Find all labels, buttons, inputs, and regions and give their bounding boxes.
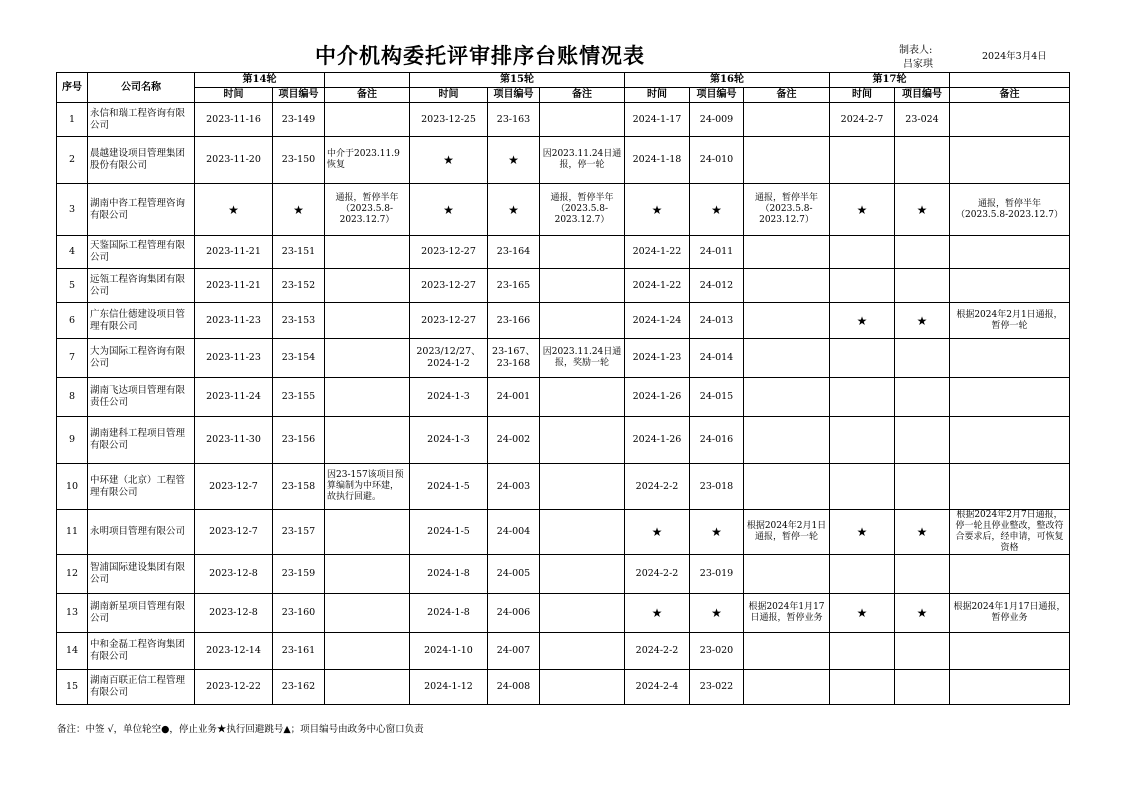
header-code: 项目编号 xyxy=(273,88,325,103)
cell-remark xyxy=(325,378,410,417)
cell-time: 2023-11-21 xyxy=(195,236,273,269)
row-seq: 8 xyxy=(57,378,88,417)
table-row xyxy=(57,303,1070,339)
cell-time xyxy=(830,339,895,378)
cell-remark xyxy=(950,633,1070,670)
cell-remark xyxy=(540,103,625,137)
cell-remark xyxy=(325,594,410,633)
header-time: 时间 xyxy=(410,88,488,103)
row-company: 永明项目管理有限公司 xyxy=(88,510,195,555)
header-round-17-blank xyxy=(950,73,1070,88)
cell-remark xyxy=(540,633,625,670)
cell-remark xyxy=(325,269,410,303)
cell-remark xyxy=(325,510,410,555)
row-company: 湖南中咨工程管理咨询有限公司 xyxy=(88,184,195,236)
cell-code: 23-164 xyxy=(488,236,540,269)
cell-remark xyxy=(325,339,410,378)
table-row xyxy=(57,269,1070,303)
cell-time: 2023-11-16 xyxy=(195,103,273,137)
cell-code xyxy=(895,464,950,510)
cell-remark xyxy=(325,555,410,594)
cell-remark xyxy=(950,378,1070,417)
cell-code: ★ xyxy=(895,594,950,633)
header-code: 项目编号 xyxy=(690,88,744,103)
cell-time: 2023-12-25 xyxy=(410,103,488,137)
cell-time: ★ xyxy=(830,184,895,236)
row-seq: 4 xyxy=(57,236,88,269)
cell-time: 2024-1-8 xyxy=(410,555,488,594)
header-row-rounds xyxy=(57,73,1070,88)
cell-code: 23-159 xyxy=(273,555,325,594)
cell-code: 24-016 xyxy=(690,417,744,464)
cell-remark xyxy=(744,339,830,378)
cell-code: 24-001 xyxy=(488,378,540,417)
row-seq: 3 xyxy=(57,184,88,236)
table-row xyxy=(57,510,1070,555)
cell-time: 2024-2-2 xyxy=(625,555,690,594)
table-row xyxy=(57,339,1070,378)
cell-remark xyxy=(540,594,625,633)
cell-time: 2023-12-27 xyxy=(410,303,488,339)
cell-remark xyxy=(325,236,410,269)
table-row xyxy=(57,137,1070,184)
cell-code: 24-012 xyxy=(690,269,744,303)
cell-time xyxy=(830,464,895,510)
cell-time: 2024-1-5 xyxy=(410,464,488,510)
cell-code: 23-018 xyxy=(690,464,744,510)
table-row xyxy=(57,103,1070,137)
cell-remark xyxy=(540,510,625,555)
cell-time: 2023-11-21 xyxy=(195,269,273,303)
cell-code xyxy=(895,633,950,670)
cell-remark: 中介于2023.11.9恢复 xyxy=(325,137,410,184)
cell-time: 2024-1-26 xyxy=(625,378,690,417)
cell-remark xyxy=(540,303,625,339)
cell-time: 2023-12-27 xyxy=(410,236,488,269)
cell-code: ★ xyxy=(895,510,950,555)
cell-remark xyxy=(744,269,830,303)
cell-code: ★ xyxy=(895,303,950,339)
cell-time xyxy=(830,670,895,705)
cell-remark xyxy=(950,236,1070,269)
cell-code: 23-160 xyxy=(273,594,325,633)
cell-time: ★ xyxy=(410,184,488,236)
cell-time: 2024-1-18 xyxy=(625,137,690,184)
cell-remark xyxy=(950,464,1070,510)
row-company: 中环建（北京）工程管理有限公司 xyxy=(88,464,195,510)
cell-time: 2024-1-8 xyxy=(410,594,488,633)
cell-time: 2024-2-4 xyxy=(625,670,690,705)
cell-remark xyxy=(744,555,830,594)
cell-time: 2023-11-23 xyxy=(195,303,273,339)
cell-time xyxy=(830,137,895,184)
cell-remark xyxy=(744,633,830,670)
row-company: 智浦国际建设集团有限公司 xyxy=(88,555,195,594)
maker-label: 制表人: xyxy=(899,45,933,56)
cell-code: 24-010 xyxy=(690,137,744,184)
cell-remark: 根据2024年1月17日通报，暂停业务 xyxy=(744,594,830,633)
cell-code: 23-024 xyxy=(895,103,950,137)
row-company: 大为国际工程咨询有限公司 xyxy=(88,339,195,378)
cell-time: 2024-1-22 xyxy=(625,236,690,269)
cell-code: 23-152 xyxy=(273,269,325,303)
cell-time: 2023/12/27、2024-1-2 xyxy=(410,339,488,378)
cell-code: 23-154 xyxy=(273,339,325,378)
cell-remark xyxy=(540,555,625,594)
table-row xyxy=(57,378,1070,417)
row-company: 湖南百联正信工程管理有限公司 xyxy=(88,670,195,705)
cell-code: ★ xyxy=(690,594,744,633)
cell-time: 2024-1-10 xyxy=(410,633,488,670)
cell-code: 24-004 xyxy=(488,510,540,555)
cell-time: 2023-11-30 xyxy=(195,417,273,464)
row-seq: 2 xyxy=(57,137,88,184)
cell-time: 2024-1-23 xyxy=(625,339,690,378)
row-seq: 7 xyxy=(57,339,88,378)
header-remark: 备注 xyxy=(950,88,1070,103)
cell-time: ★ xyxy=(830,510,895,555)
cell-remark xyxy=(950,555,1070,594)
cell-code: ★ xyxy=(488,137,540,184)
cell-code: 23-161 xyxy=(273,633,325,670)
cell-time: 2023-12-27 xyxy=(410,269,488,303)
cell-time: ★ xyxy=(625,510,690,555)
cell-time: ★ xyxy=(410,137,488,184)
cell-remark xyxy=(744,417,830,464)
header-remark: 备注 xyxy=(325,88,410,103)
cell-code: 24-014 xyxy=(690,339,744,378)
cell-code: 23-022 xyxy=(690,670,744,705)
table-row xyxy=(57,184,1070,236)
ledger-table xyxy=(56,72,1070,705)
cell-remark: 因2023.11.24日通报，停一轮 xyxy=(540,137,625,184)
cell-code: 24-007 xyxy=(488,633,540,670)
cell-code: 23-020 xyxy=(690,633,744,670)
cell-code: 23-155 xyxy=(273,378,325,417)
row-seq: 6 xyxy=(57,303,88,339)
report-date: 2024年3月4日 xyxy=(982,51,1047,62)
cell-time: 2023-12-8 xyxy=(195,594,273,633)
cell-remark xyxy=(325,633,410,670)
cell-code: 24-002 xyxy=(488,417,540,464)
cell-time: 2023-12-22 xyxy=(195,670,273,705)
cell-remark: 根据2024年2月1日通报，暂停一轮 xyxy=(744,510,830,555)
cell-remark xyxy=(950,339,1070,378)
cell-code: ★ xyxy=(488,184,540,236)
header-remark: 备注 xyxy=(744,88,830,103)
cell-time: 2023-11-24 xyxy=(195,378,273,417)
cell-time: ★ xyxy=(625,594,690,633)
cell-code: 24-015 xyxy=(690,378,744,417)
row-seq: 11 xyxy=(57,510,88,555)
cell-remark xyxy=(540,236,625,269)
table-row xyxy=(57,633,1070,670)
row-seq: 12 xyxy=(57,555,88,594)
cell-time: 2023-12-14 xyxy=(195,633,273,670)
header-time: 时间 xyxy=(195,88,273,103)
header-code: 项目编号 xyxy=(488,88,540,103)
cell-time: 2023-12-7 xyxy=(195,510,273,555)
header-company: 公司名称 xyxy=(88,73,195,103)
cell-time: ★ xyxy=(830,303,895,339)
row-seq: 13 xyxy=(57,594,88,633)
cell-remark xyxy=(540,269,625,303)
cell-time: 2024-1-3 xyxy=(410,417,488,464)
cell-code xyxy=(895,670,950,705)
header-round-16: 第16轮 xyxy=(625,73,830,88)
cell-remark xyxy=(950,137,1070,184)
cell-code: 23-150 xyxy=(273,137,325,184)
cell-remark xyxy=(744,236,830,269)
row-company: 晨越建设项目管理集团股份有限公司 xyxy=(88,137,195,184)
cell-time: 2024-1-26 xyxy=(625,417,690,464)
cell-time xyxy=(830,236,895,269)
cell-code: 24-005 xyxy=(488,555,540,594)
cell-code: 23-151 xyxy=(273,236,325,269)
cell-code: 24-009 xyxy=(690,103,744,137)
maker-name: 吕家琪 xyxy=(903,59,933,70)
cell-code: 23-149 xyxy=(273,103,325,137)
cell-remark xyxy=(325,417,410,464)
row-company: 湖南飞达项目管理有限责任公司 xyxy=(88,378,195,417)
header-time: 时间 xyxy=(830,88,895,103)
cell-remark xyxy=(744,137,830,184)
footer-note: 备注：中签 √，单位轮空●，停止业务★执行回避跳号▲；项目编号由政务中心窗口负责 xyxy=(57,724,424,735)
cell-remark: 根据2024年2月1日通报，暂停一轮 xyxy=(950,303,1070,339)
cell-code: 23-167、23-168 xyxy=(488,339,540,378)
cell-code xyxy=(895,378,950,417)
header-code: 项目编号 xyxy=(895,88,950,103)
cell-code: 23-166 xyxy=(488,303,540,339)
cell-time: ★ xyxy=(195,184,273,236)
cell-remark xyxy=(744,670,830,705)
cell-remark: 通报，暂停半年（2023.5.8-2023.12.7） xyxy=(325,184,410,236)
cell-remark: 根据2024年2月7日通报，停一轮且停业整改，整改符合要求后，经申请，可恢复资格 xyxy=(950,510,1070,555)
header-round-15: 第15轮 xyxy=(410,73,625,88)
cell-code xyxy=(895,339,950,378)
cell-time: ★ xyxy=(830,594,895,633)
cell-code: ★ xyxy=(690,184,744,236)
cell-code xyxy=(895,417,950,464)
cell-code xyxy=(895,137,950,184)
cell-remark xyxy=(540,464,625,510)
cell-code: 24-008 xyxy=(488,670,540,705)
cell-remark: 通报，暂停半年（2023.5.8-2023.12.7） xyxy=(744,184,830,236)
row-company: 永信和瑞工程咨询有限公司 xyxy=(88,103,195,137)
cell-time: 2024-2-7 xyxy=(830,103,895,137)
cell-remark: 因23-157该项目预算编制为中环建，故执行回避。 xyxy=(325,464,410,510)
cell-time: 2024-1-5 xyxy=(410,510,488,555)
table-row xyxy=(57,464,1070,510)
page-title: 中介机构委托评审排序台账情况表 xyxy=(315,43,645,68)
cell-remark xyxy=(950,269,1070,303)
cell-time xyxy=(830,378,895,417)
cell-code: 23-158 xyxy=(273,464,325,510)
cell-remark xyxy=(950,417,1070,464)
table-row xyxy=(57,670,1070,705)
cell-time: 2023-11-23 xyxy=(195,339,273,378)
cell-code: 23-162 xyxy=(273,670,325,705)
cell-remark: 因2023.11.24日通报，奖励一轮 xyxy=(540,339,625,378)
row-seq: 9 xyxy=(57,417,88,464)
cell-code: 24-011 xyxy=(690,236,744,269)
cell-code: 23-165 xyxy=(488,269,540,303)
cell-remark: 通报，暂停半年（2023.5.8-2023.12.7） xyxy=(950,184,1070,236)
cell-remark: 根据2024年1月17日通报，暂停业务 xyxy=(950,594,1070,633)
cell-remark xyxy=(744,464,830,510)
cell-time: 2024-1-22 xyxy=(625,269,690,303)
cell-code: 23-019 xyxy=(690,555,744,594)
table-row xyxy=(57,594,1070,633)
row-seq: 10 xyxy=(57,464,88,510)
cell-code: 24-003 xyxy=(488,464,540,510)
cell-remark xyxy=(325,670,410,705)
cell-remark xyxy=(744,303,830,339)
cell-code: ★ xyxy=(895,184,950,236)
cell-remark xyxy=(540,378,625,417)
cell-code: ★ xyxy=(690,510,744,555)
header-remark: 备注 xyxy=(540,88,625,103)
cell-time: 2024-2-2 xyxy=(625,464,690,510)
row-company: 湖南建科工程项目管理有限公司 xyxy=(88,417,195,464)
row-seq: 15 xyxy=(57,670,88,705)
row-company: 湖南新星项目管理有限公司 xyxy=(88,594,195,633)
table-row xyxy=(57,236,1070,269)
cell-remark xyxy=(325,303,410,339)
ledger-body xyxy=(57,103,1070,705)
table-row xyxy=(57,417,1070,464)
cell-time: 2024-2-2 xyxy=(625,633,690,670)
row-company: 广东信仕德建设项目管理有限公司 xyxy=(88,303,195,339)
cell-remark xyxy=(950,103,1070,137)
cell-time: 2024-1-12 xyxy=(410,670,488,705)
header-round-17: 第17轮 xyxy=(830,73,950,88)
cell-time: ★ xyxy=(625,184,690,236)
cell-code: 23-153 xyxy=(273,303,325,339)
row-seq: 5 xyxy=(57,269,88,303)
cell-time xyxy=(830,555,895,594)
cell-remark xyxy=(325,103,410,137)
row-company: 中和金磊工程咨询集团有限公司 xyxy=(88,633,195,670)
cell-code: ★ xyxy=(273,184,325,236)
cell-code xyxy=(895,269,950,303)
cell-time: 2023-11-20 xyxy=(195,137,273,184)
cell-time: 2023-12-8 xyxy=(195,555,273,594)
cell-time: 2024-1-24 xyxy=(625,303,690,339)
cell-code xyxy=(895,236,950,269)
header-round-14: 第14轮 xyxy=(195,73,325,88)
header-seq: 序号 xyxy=(57,73,88,103)
cell-remark xyxy=(540,417,625,464)
cell-remark xyxy=(950,670,1070,705)
cell-time: 2024-1-3 xyxy=(410,378,488,417)
cell-code: 23-156 xyxy=(273,417,325,464)
cell-time: 2024-1-17 xyxy=(625,103,690,137)
cell-code: 24-013 xyxy=(690,303,744,339)
cell-remark xyxy=(744,103,830,137)
cell-code xyxy=(895,555,950,594)
cell-code: 23-157 xyxy=(273,510,325,555)
cell-remark: 通报，暂停半年（2023.5.8-2023.12.7） xyxy=(540,184,625,236)
table-row xyxy=(57,555,1070,594)
row-seq: 14 xyxy=(57,633,88,670)
cell-remark xyxy=(540,670,625,705)
cell-remark xyxy=(744,378,830,417)
cell-code: 24-006 xyxy=(488,594,540,633)
cell-code: 23-163 xyxy=(488,103,540,137)
header-time: 时间 xyxy=(625,88,690,103)
cell-time xyxy=(830,633,895,670)
cell-time: 2023-12-7 xyxy=(195,464,273,510)
cell-time xyxy=(830,417,895,464)
header-round-14-blank xyxy=(325,73,410,88)
cell-time xyxy=(830,269,895,303)
row-company: 远瓴工程咨询集团有限公司 xyxy=(88,269,195,303)
row-seq: 1 xyxy=(57,103,88,137)
row-company: 天鉴国际工程管理有限公司 xyxy=(88,236,195,269)
header-row-sub xyxy=(57,88,1070,103)
